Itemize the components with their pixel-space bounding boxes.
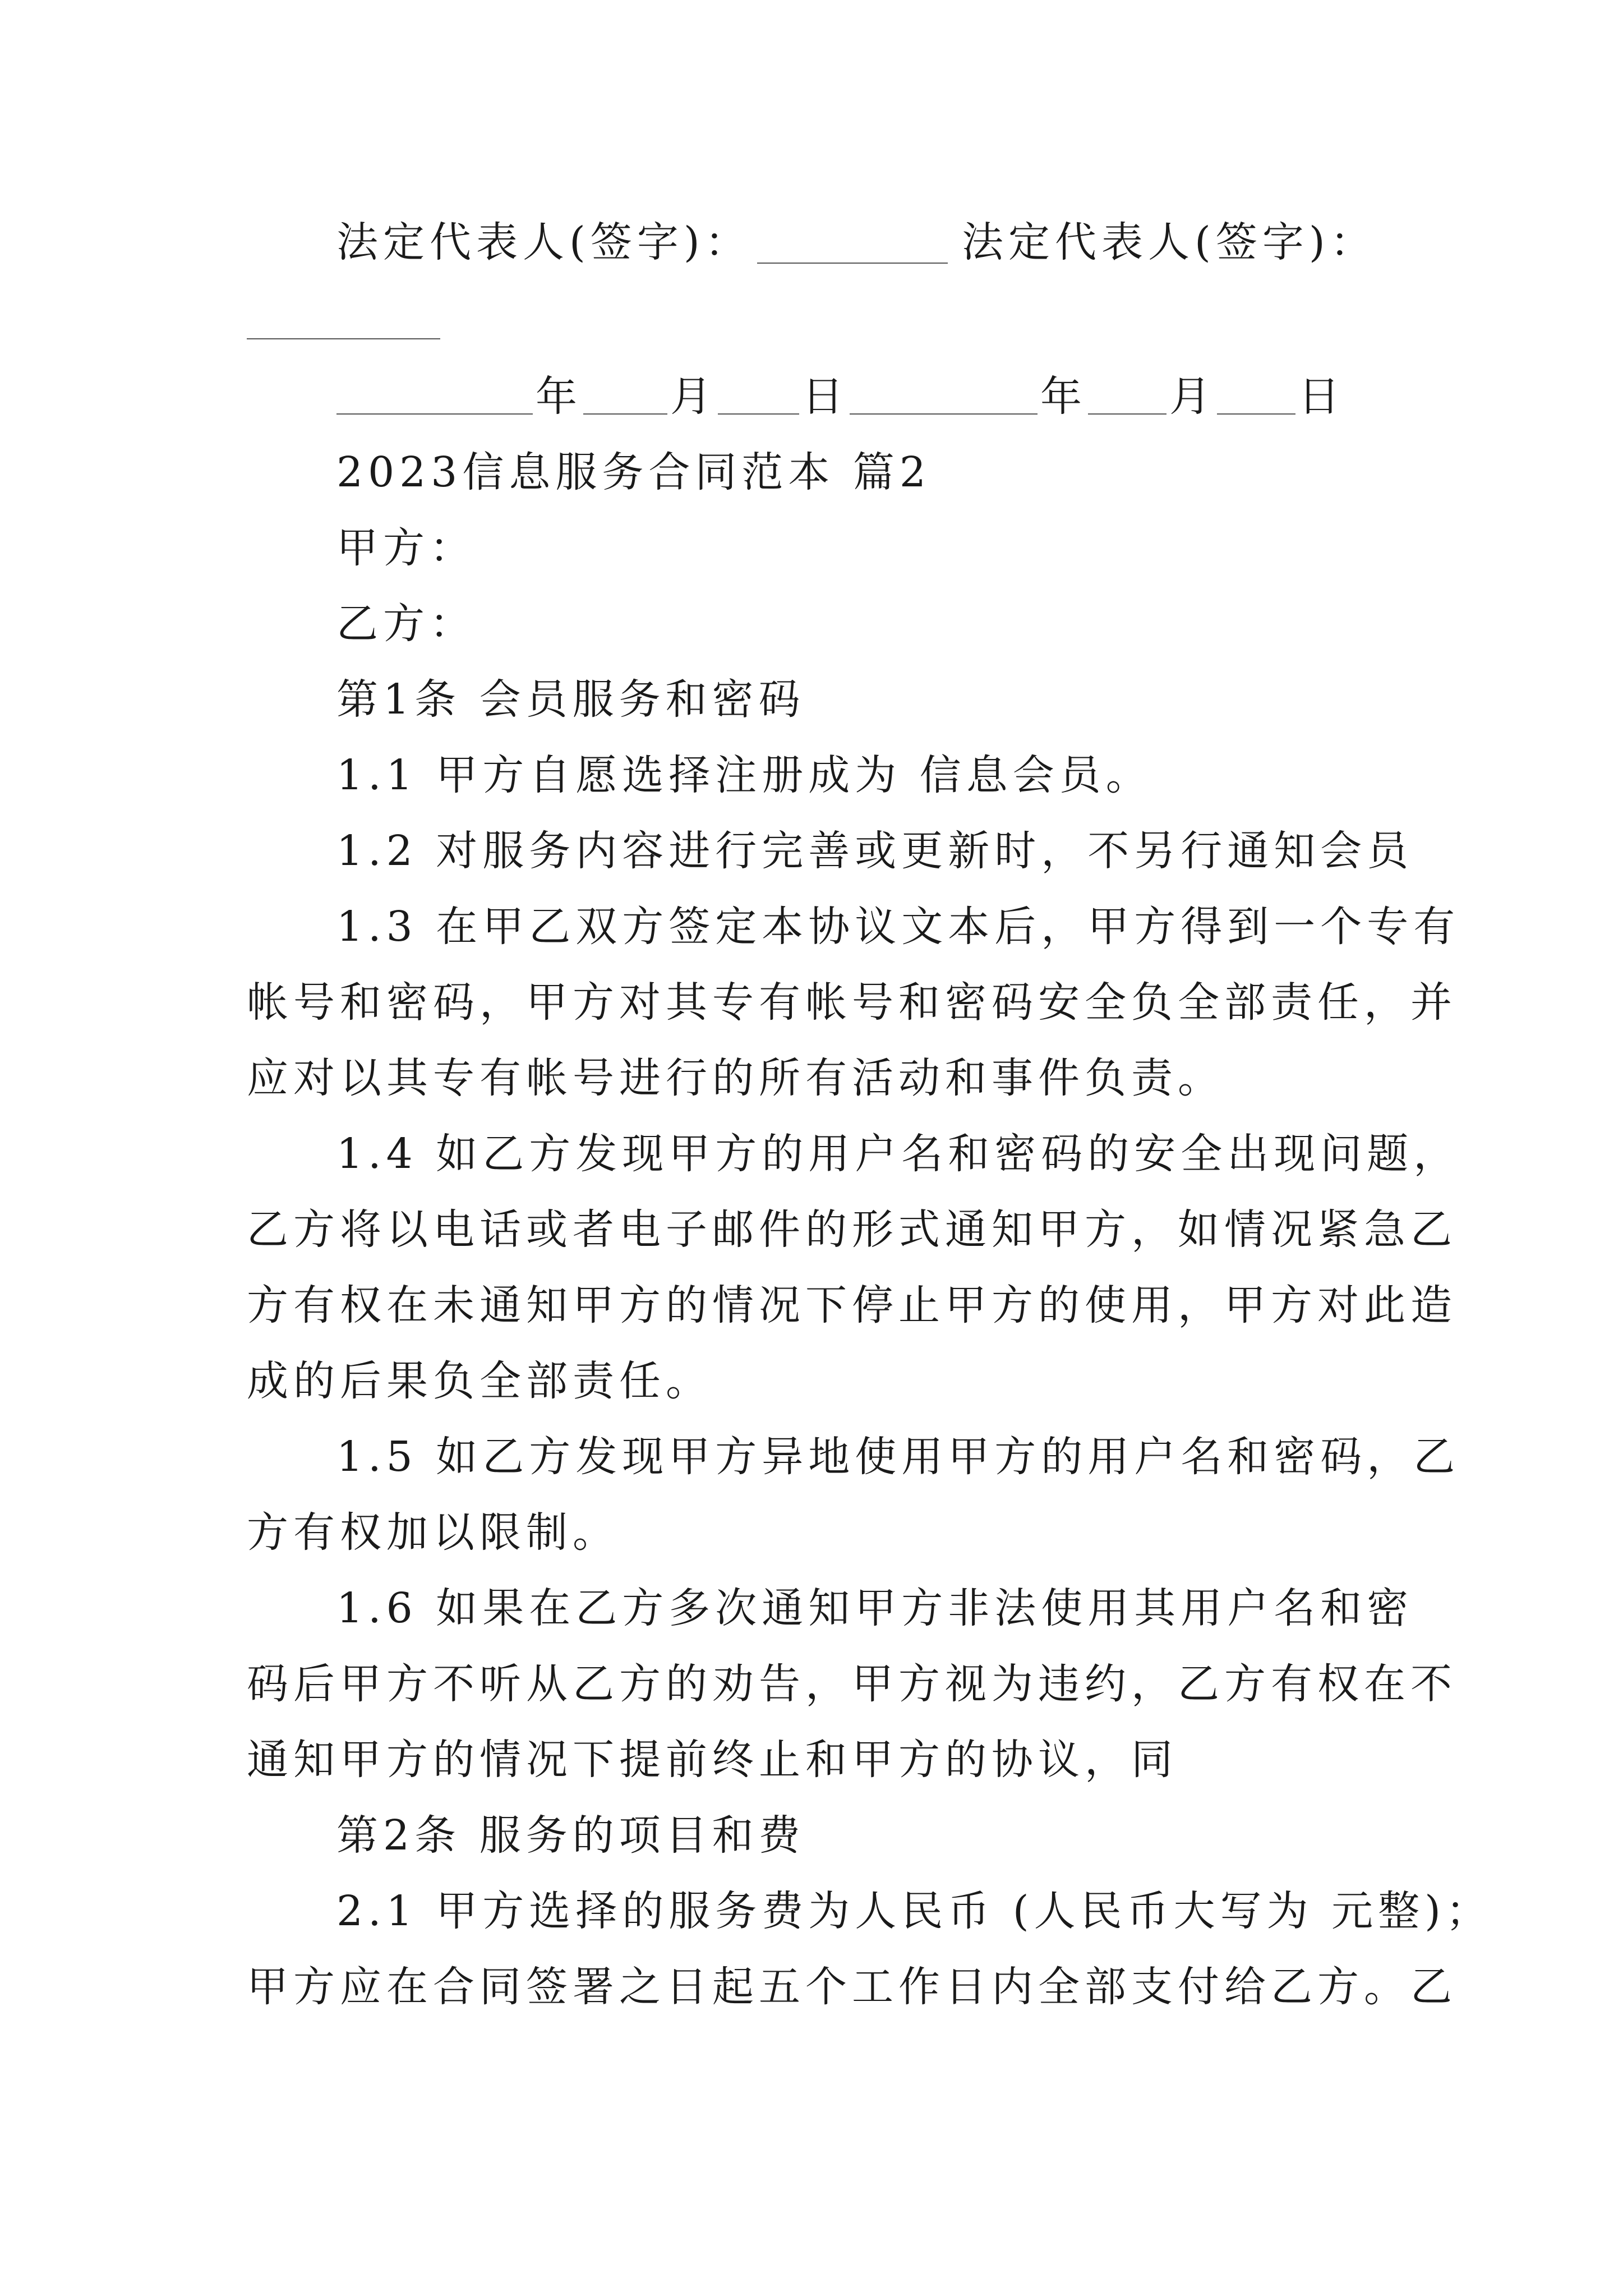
signature-blank-party-a bbox=[757, 263, 948, 264]
clause-1-4-line-1: 1.4 如乙方发现甲方的用户名和密码的安全出现问题， bbox=[336, 1130, 1460, 1178]
clause-1-5-line-2: 方有权加以限制。 bbox=[247, 1508, 619, 1557]
date-day-b: 日 bbox=[1298, 372, 1345, 421]
clause-1-4-line-2: 乙方将以电话或者电子邮件的形式通知甲方，如情况紧急乙 bbox=[247, 1205, 1457, 1254]
date-blank-day-a bbox=[718, 413, 799, 415]
signature-blank-party-b bbox=[247, 338, 440, 339]
clause-1-3-line-2: 帐号和密码，甲方对其专有帐号和密码安全负全部责任，并 bbox=[247, 978, 1457, 1027]
clause-2-1-line-2: 甲方应在合同签署之日起五个工作日内全部支付给乙方。乙 bbox=[247, 1963, 1457, 2011]
party-b-label: 乙方： bbox=[336, 600, 476, 648]
clause-1-6-line-3: 通知甲方的情况下提前终止和甲方的协议，同 bbox=[247, 1736, 1178, 1784]
signature-label-party-a: 法定代表人(签字)： bbox=[336, 218, 751, 266]
article-1-title: 第1条 会员服务和密码 bbox=[336, 675, 805, 724]
clause-1-6-line-1: 1.6 如果在乙方多次通知甲方非法使用其用户名和密 bbox=[336, 1584, 1414, 1632]
date-blank-year-a bbox=[336, 413, 533, 415]
date-month-b: 月 bbox=[1169, 372, 1216, 421]
clause-1-5-line-1: 1.5 如乙方发现甲方异地使用甲方的用户名和密码，乙 bbox=[336, 1433, 1460, 1481]
date-blank-month-b bbox=[1088, 413, 1166, 415]
date-month-a: 月 bbox=[670, 372, 717, 421]
section-heading: 2023信息服务合同范本 篇2 bbox=[336, 448, 931, 496]
clause-1-2: 1.2 对服务内容进行完善或更新时，不另行通知会员 bbox=[336, 827, 1414, 875]
clause-2-1-line-1: 2.1 甲方选择的服务费为人民币 (人民币大写为 元整)； bbox=[336, 1887, 1492, 1935]
date-blank-month-a bbox=[583, 413, 667, 415]
date-year-a: 年 bbox=[536, 372, 582, 421]
clause-1-1: 1.1 甲方自愿选择注册成为 信息会员。 bbox=[336, 751, 1152, 799]
clause-1-3-line-3: 应对以其专有帐号进行的所有活动和事件负责。 bbox=[247, 1054, 1224, 1102]
party-a-label: 甲方： bbox=[336, 524, 476, 572]
date-year-b: 年 bbox=[1040, 372, 1087, 421]
date-blank-day-b bbox=[1217, 413, 1295, 415]
clause-1-3-line-1: 1.3 在甲乙双方签定本协议文本后，甲方得到一个专有 bbox=[336, 903, 1460, 951]
clause-1-4-line-4: 成的后果负全部责任。 bbox=[247, 1357, 712, 1405]
clause-1-4-line-3: 方有权在未通知甲方的情况下停止甲方的使用，甲方对此造 bbox=[247, 1281, 1457, 1329]
date-day-a: 日 bbox=[802, 372, 849, 421]
clause-1-6-line-2: 码后甲方不听从乙方的劝告，甲方视为违约，乙方有权在不 bbox=[247, 1660, 1457, 1708]
signature-label-party-b: 法定代表人(签字)： bbox=[962, 218, 1377, 266]
date-blank-year-b bbox=[850, 413, 1038, 415]
article-2-title: 第2条 服务的项目和费 bbox=[336, 1811, 805, 1860]
